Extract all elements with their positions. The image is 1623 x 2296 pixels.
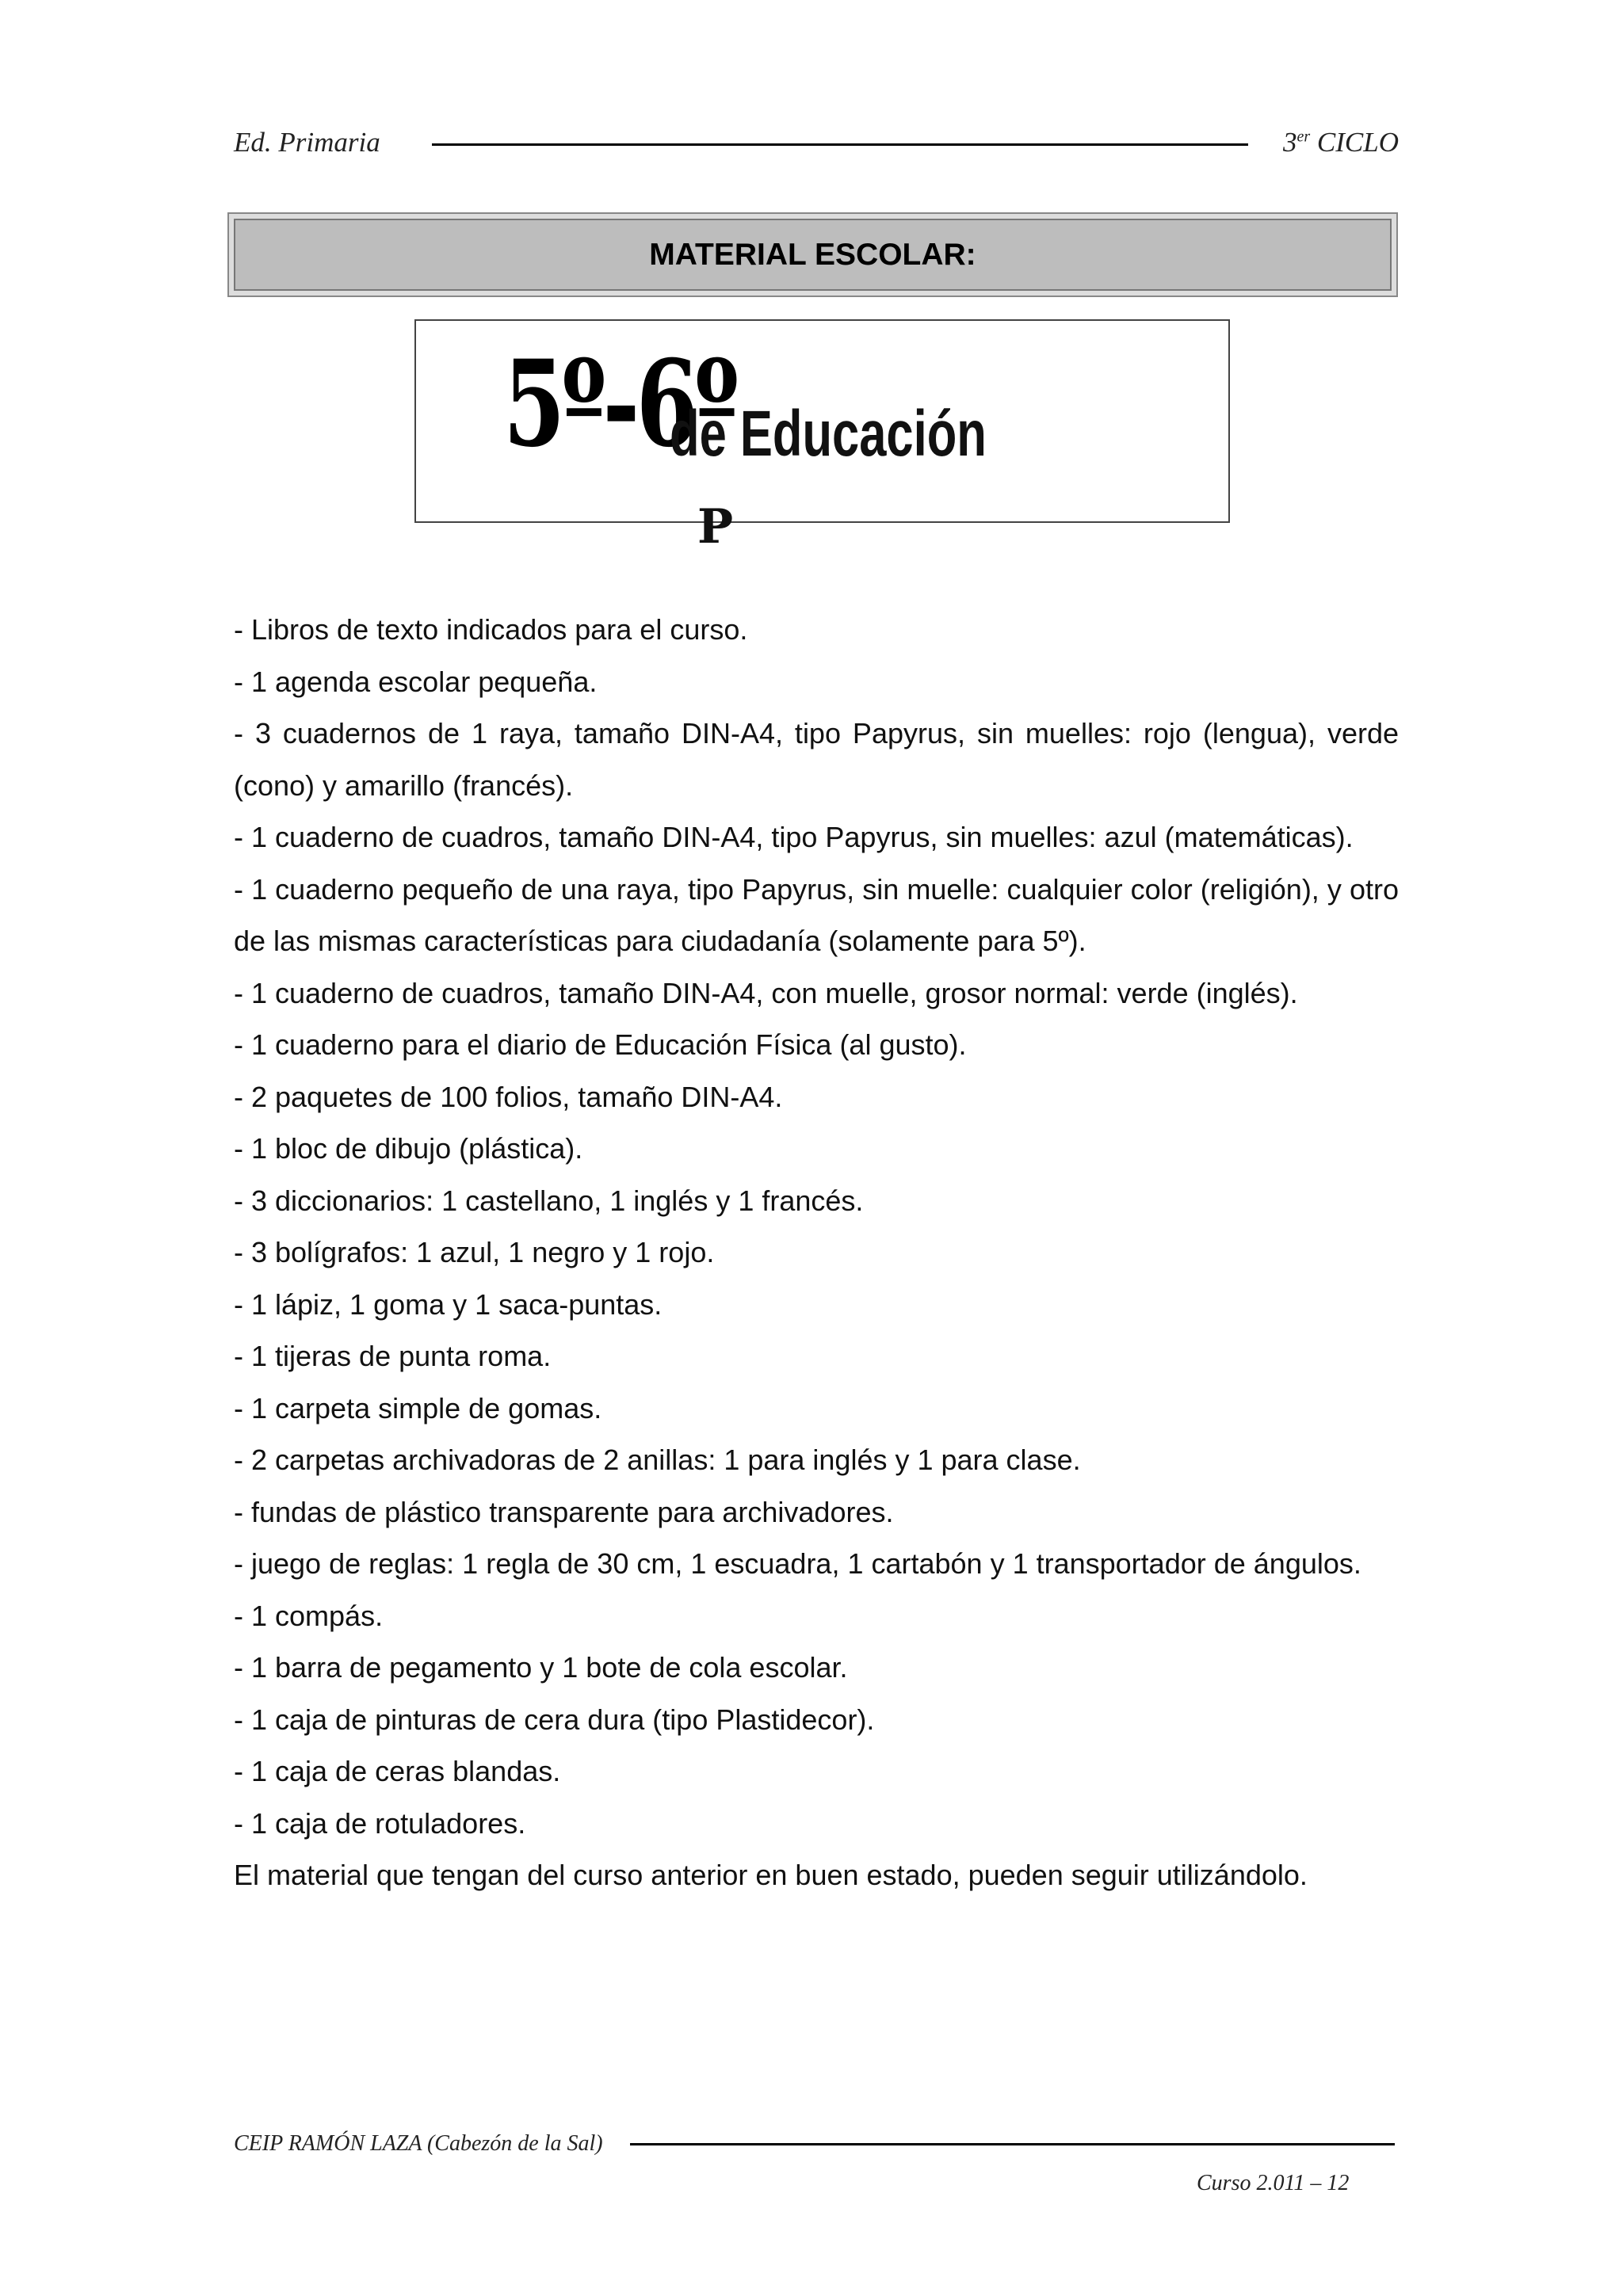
header-left: Ed. Primaria bbox=[234, 127, 380, 158]
material-list bbox=[234, 604, 1399, 1901]
list-item: - 1 lápiz, 1 goma y 1 saca-puntas. bbox=[234, 1287, 663, 1321]
list-item: - 1 cuaderno de cuadros, tamaño DIN-A4, con muelle, grosor normal: verde (inglés). bbox=[234, 976, 1298, 1009]
page-title: MATERIAL ESCOLAR: bbox=[234, 219, 1392, 291]
list-item: - 1 cuaderno para el diario de Educación Física (al gusto). bbox=[234, 1028, 967, 1061]
list-item: - Libros de texto indicados para el curso. bbox=[234, 613, 748, 646]
list-item: El material que tengan del curso anterior en buen estado, pueden seguir utilizándolo. bbox=[234, 1859, 1308, 1891]
list-item: - 1 cuaderno pequeño de una raya, tipo Papyrus, sin muelle: cualquier color (religión), y otro de las mismas características para ciudadanía (solamente para 5º). bbox=[234, 872, 1399, 957]
title-box bbox=[227, 212, 1398, 297]
list-item: - 1 barra de pegamento y 1 bote de cola escolar. bbox=[234, 1651, 848, 1684]
course-banner bbox=[414, 319, 1230, 555]
list-item: - 3 bolígrafos: 1 azul, 1 negro y 1 rojo. bbox=[234, 1236, 715, 1268]
header-cycle: CICLO bbox=[1310, 127, 1399, 158]
banner-grades-text: 5º-6º bbox=[503, 334, 736, 474]
list-item: - 1 bloc de dibujo (plástica). bbox=[234, 1132, 583, 1165]
list-item: - 2 paquetes de 100 folios, tamaño DIN-A4. bbox=[234, 1080, 783, 1113]
header-ordinal: 3 bbox=[1282, 127, 1297, 158]
list-item: - 1 agenda escolar pequeña. bbox=[234, 665, 598, 698]
list-item: - fundas de plástico transparente para archivadores. bbox=[234, 1495, 894, 1528]
header-rule bbox=[432, 143, 1248, 146]
footer-rule bbox=[630, 2143, 1395, 2145]
banner-subtitle: de Educación bbox=[670, 398, 987, 470]
footer-course: Curso 2.011 – 12 bbox=[1197, 2171, 1350, 2195]
banner-cut-text: P bbox=[697, 499, 734, 555]
list-item: - 1 carpeta simple de gomas. bbox=[234, 1391, 602, 1425]
list-item: - 1 cuaderno de cuadros, tamaño DIN-A4, tipo Papyrus, sin muelles: azul (matemáticas). bbox=[234, 821, 1354, 853]
list-item: - 1 caja de pinturas de cera dura (tipo Plastidecor). bbox=[234, 1703, 875, 1736]
list-item: - 1 compás. bbox=[234, 1599, 384, 1632]
list-item: - 3 diccionarios: 1 castellano, 1 inglés y 1 francés. bbox=[234, 1184, 864, 1217]
list-item: - 1 tijeras de punta roma. bbox=[234, 1340, 552, 1372]
list-item: - 1 caja de ceras blandas. bbox=[234, 1755, 561, 1787]
list-item: - juego de reglas: 1 regla de 30 cm, 1 escuadra, 1 cartabón y 1 transportador de ángulos. bbox=[234, 1547, 1361, 1580]
header-ordinal-suffix: er bbox=[1296, 128, 1311, 146]
list-item: - 1 caja de rotuladores. bbox=[234, 1806, 526, 1840]
list-item: - 3 cuadernos de 1 raya, tamaño DIN-A4, tipo Papyrus, sin muelles: rojo (lengua), verde (cono) y amarillo (francés). bbox=[234, 717, 1399, 802]
footer-school: CEIP RAMÓN LAZA (Cabezón de la Sal) bbox=[234, 2131, 603, 2156]
list-item: - 2 carpetas archivadoras de 2 anillas: 1 para inglés y 1 para clase. bbox=[234, 1444, 1081, 1476]
header-right bbox=[1283, 127, 1399, 158]
